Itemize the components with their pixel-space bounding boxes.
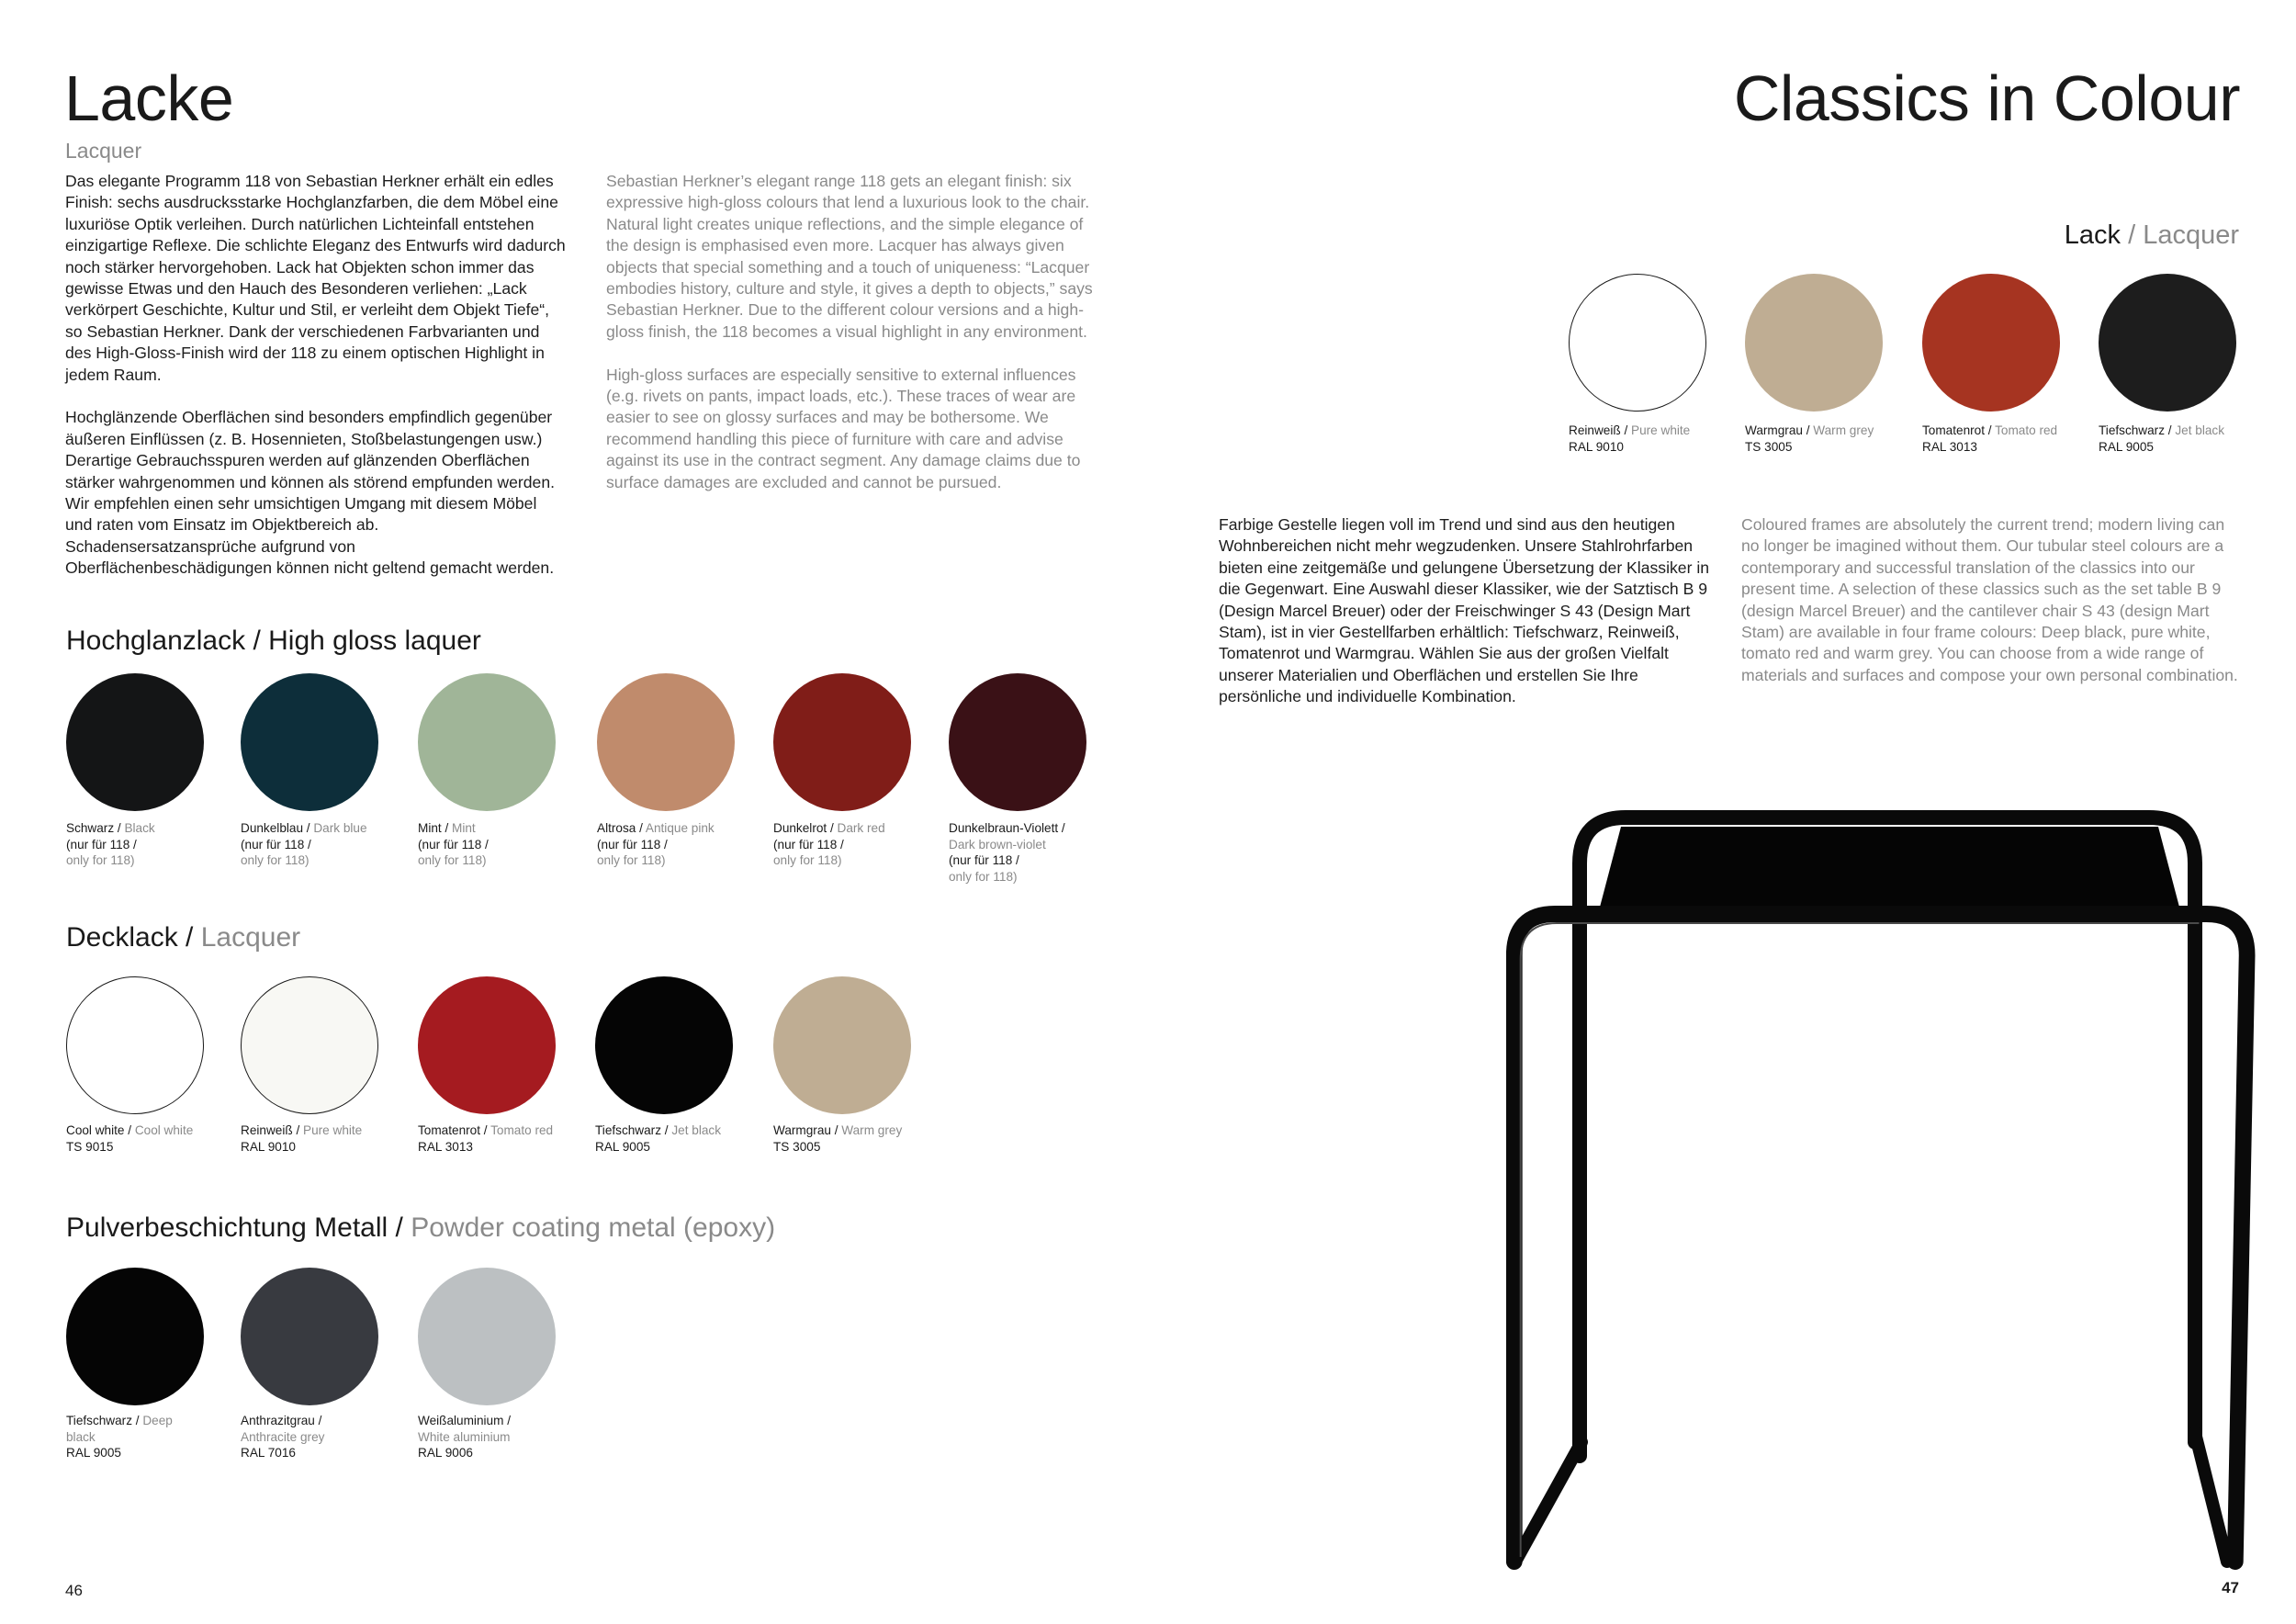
caption-en: Dark blue (313, 821, 367, 835)
caption-code: RAL 9005 (595, 1139, 650, 1154)
swatch-lacquer-2 (418, 976, 556, 1114)
caption-lacquer-4: Warmgrau / Warm grey TS 3005 (773, 1123, 903, 1154)
caption-de: Reinweiß (1569, 423, 1621, 437)
caption-code: RAL 3013 (418, 1139, 473, 1154)
right-lack-de: Lack (2064, 220, 2122, 250)
caption-lacquer-3: Tiefschwarz / Jet black RAL 9005 (595, 1123, 722, 1154)
caption-de: Warmgrau (1745, 423, 1803, 437)
caption-de: Dunkelrot (773, 821, 827, 835)
swatch-frame-1 (1745, 274, 1883, 412)
caption-en-2: Anthracite grey (241, 1429, 325, 1444)
caption-en: Warm grey (1813, 423, 1874, 437)
section-title-powder: Pulverbeschichtung Metall / Powder coating metal (epoxy) (66, 1212, 776, 1243)
page-title-left: Lacke (64, 62, 234, 134)
caption-note-en: only for 118) (773, 853, 842, 867)
caption-de: Tiefschwarz (2099, 423, 2166, 437)
caption-en: Dark red (837, 821, 885, 835)
caption-note-de: (nur für 118 / (66, 837, 137, 851)
swatch-high-gloss-0 (66, 673, 204, 811)
caption-code: RAL 9010 (241, 1139, 296, 1154)
caption-en: Tomato red (490, 1123, 554, 1137)
swatch-frame-3 (2099, 274, 2236, 412)
caption-code: TS 3005 (773, 1139, 821, 1154)
intro-text-en (606, 171, 1097, 493)
caption-powder-0: Tiefschwarz / Deep black RAL 9005 (66, 1414, 173, 1460)
classics-text-en: Coloured frames are absolutely the current trend; modern living can no longer be imagined without them. Our tubular steel colours are a contemporary and successful translation of the classics into our present time. A selection of these classics such as the set table B 9 (design Marcel Breuer) and the cantilever chair S 43 (design Mart Stam) are available in four frame colours: Deep black, pure white, tomato red and warm grey. You can choose from a wide range of materials and surfaces and compose your own personal combination. (1741, 515, 2238, 684)
caption-de: Tomatenrot (418, 1123, 481, 1137)
swatch-lacquer-0 (66, 976, 204, 1114)
caption-en-2: White aluminium (418, 1429, 511, 1444)
page-number-right: 47 (2222, 1579, 2239, 1596)
caption-code: RAL 7016 (241, 1446, 296, 1460)
caption-en: Warm grey (841, 1123, 903, 1137)
swatch-high-gloss-1 (241, 673, 378, 811)
caption-high-gloss-0: Schwarz / Black (nur für 118 / only for 118) (66, 821, 155, 867)
caption-en: Jet black (2175, 423, 2225, 437)
swatch-lacquer-4 (773, 976, 911, 1114)
swatch-high-gloss-4 (773, 673, 911, 811)
right-lack-heading: Lack / Lacquer (2064, 220, 2239, 250)
caption-de: Weißaluminium (418, 1414, 504, 1427)
caption-frame-1: Warmgrau / Warm grey TS 3005 (1745, 423, 1874, 454)
swatch-frame-2 (1922, 274, 2060, 412)
intro-paragraph-en-2: High-gloss surfaces are especially sensitive to external influences (e.g. rivets on pants, impact loads, etc.). These traces of wear are easier to see on glossy surfaces and may be bothersome. We recommend handling this piece of furniture with care and advise against its use in the contract segment. Any damage claims due to surface damages are excluded and cannot be pursued. (606, 365, 1081, 491)
caption-code: RAL 9006 (418, 1446, 473, 1460)
section-title-lacquer-de: Decklack (66, 922, 178, 953)
caption-note-de: (nur für 118 / (241, 837, 311, 851)
caption-en-1: Deep (142, 1414, 173, 1427)
caption-note-en: only for 118) (949, 869, 1018, 884)
caption-de: Mint (418, 821, 442, 835)
caption-note-en: only for 118) (66, 853, 135, 867)
swatch-powder-0 (66, 1268, 204, 1405)
section-title-lacquer-en: Lacquer (200, 922, 301, 953)
caption-en: Jet black (671, 1123, 722, 1137)
caption-code: RAL 9005 (2099, 439, 2154, 454)
table-top (1598, 827, 2181, 914)
caption-frame-2: Tomatenrot / Tomato red RAL 3013 (1922, 423, 2058, 454)
caption-de: Anthrazitgrau (241, 1414, 315, 1427)
caption-en: Tomato red (1995, 423, 2058, 437)
caption-high-gloss-3: Altrosa / Antique pink (nur für 118 / only for 118) (597, 821, 715, 867)
section-title-lacquer: Decklack / Lacquer (66, 922, 301, 953)
caption-de: Tiefschwarz (595, 1123, 662, 1137)
caption-de: Reinweiß (241, 1123, 293, 1137)
caption-en: Dark brown-violet (949, 837, 1046, 851)
swatch-lacquer-1 (241, 976, 378, 1114)
section-title-powder-en: Powder coating metal (epoxy) (411, 1212, 776, 1243)
caption-de: Cool white (66, 1123, 125, 1137)
caption-frame-3: Tiefschwarz / Jet black RAL 9005 (2099, 423, 2225, 454)
caption-en: Pure white (303, 1123, 363, 1137)
caption-en: Black (124, 821, 155, 835)
caption-en: Pure white (1631, 423, 1691, 437)
caption-high-gloss-4: Dunkelrot / Dark red (nur für 118 / only for 118) (773, 821, 885, 867)
swatch-high-gloss-3 (597, 673, 735, 811)
right-lack-en: Lacquer (2143, 220, 2239, 250)
caption-de: Dunkelbraun-Violett (949, 821, 1059, 835)
caption-note-de: (nur für 118 / (597, 837, 668, 851)
caption-lacquer-0: Cool white / Cool white TS 9015 (66, 1123, 194, 1154)
caption-note-de: (nur für 118 / (773, 837, 844, 851)
section-title-powder-de: Pulverbeschichtung Metall (66, 1212, 388, 1243)
caption-note-de: (nur für 118 / (949, 853, 1019, 867)
intro-paragraph-en-1: Sebastian Herkner’s elegant range 118 gets an elegant finish: six expressive high-gloss colours that lend a luxurious look to the chair. Natural light creates unique reflections, and the simple elegance of the design is emphasised even more. Lacquer has always given objects that special something and a touch of uniqueness: “Lacquer embodies history, culture and style, it gives a depth to objects,” says Sebastian Herkner. Due to the different colour versions and a high-gloss finish, the 118 becomes a visual highlight in any environment. (606, 172, 1093, 341)
caption-code: RAL 9005 (66, 1446, 121, 1460)
caption-de: Altrosa (597, 821, 636, 835)
caption-en: Antique pink (645, 821, 715, 835)
page-number-left: 46 (65, 1582, 83, 1599)
caption-high-gloss-1: Dunkelblau / Dark blue (nur für 118 / only for 118) (241, 821, 367, 867)
black-nesting-table-image (1506, 799, 2259, 1580)
classics-text-de: Farbige Gestelle liegen voll im Trend und sind aus den heutigen Wohnbereichen nicht mehr wegzudenken. Unsere Stahlrohrfarben bieten eine zeitgemäße und gelungene Übersetzung der Klassiker in die Gegenwart. Eine Auswahl dieser Klassiker, wie der Satztisch B 9 (Design Marcel Breuer) oder der Freischwinger S 43 (Design Mart Stam), ist in vier Gestellfarben erhältlich: Tiefschwarz, Reinweiß, Tomatenrot und Warmgrau. Wählen Sie aus der großen Vielfalt unserer Materialien und Oberflächen und erstellen Sie Ihre persönliche und individuelle Kombination. (1219, 515, 1710, 706)
caption-code: TS 9015 (66, 1139, 114, 1154)
caption-high-gloss-2: Mint / Mint (nur für 118 / only for 118) (418, 821, 489, 867)
caption-note-en: only for 118) (241, 853, 310, 867)
caption-de: Tomatenrot (1922, 423, 1986, 437)
caption-frame-0: Reinweiß / Pure white RAL 9010 (1569, 423, 1691, 454)
caption-de: Schwarz (66, 821, 115, 835)
caption-note-en: only for 118) (597, 853, 666, 867)
caption-code: TS 3005 (1745, 439, 1793, 454)
caption-de: Tiefschwarz (66, 1414, 133, 1427)
caption-note-en: only for 118) (418, 853, 487, 867)
intro-paragraph-de-1: Das elegante Programm 118 von Sebastian Herkner erhält ein edles Finish: sechs ausdrucksstarke Hochglanzfarben, die dem Möbel eine luxuriöse Optik verleihen. Durch natürlichen Lichteinfall entstehen einzigartige Reflexe. Die schlichte Eleganz des Entwurfs wird dadurch noch stärker hervorgehoben. Lack hat Objekten schon immer das gewisse Etwas und den Hauch des Besonderen verliehen: „Lack verkörpert Geschichte, Kultur und Stil, er verleiht dem Objekt Tiefe“, so Sebastian Herkner. Dank der verschiedenen Farbvarianten und des High-Gloss-Finish wird der 118 zu einem optischen Highlight in jedem Raum. (65, 172, 566, 384)
caption-powder-2: Weißaluminium / White aluminium RAL 9006 (418, 1414, 511, 1460)
caption-en-2: black (66, 1429, 96, 1444)
swatch-powder-1 (241, 1268, 378, 1405)
caption-note-de: (nur für 118 / (418, 837, 489, 851)
caption-en: Cool white (134, 1123, 194, 1137)
section-title-high-gloss: Hochglanzlack / High gloss laquer (66, 626, 481, 656)
caption-de: Dunkelblau (241, 821, 304, 835)
swatch-high-gloss-5 (949, 673, 1086, 811)
swatch-frame-0 (1569, 274, 1706, 412)
caption-code: RAL 3013 (1922, 439, 1977, 454)
intro-paragraph-de-2: Hochglänzende Oberflächen sind besonders empfindlich gegenüber äußeren Einflüssen (z. B. Hosennieten, Stoßbelastungengen usw.) Derartige Gebrauchsspuren werden auf glänzenden Oberflächen stärker wahrgenommen und können als störend empfunden werden. Wir empfehlen einen sehr umsichtigen Umgang mit diesem Möbel und raten vom Einsatz im Objektbereich ab. Schadensersatzansprüche aufgrund von Oberflächenbeschädigungen können nicht geltend gemacht werden. (65, 408, 556, 578)
swatch-high-gloss-2 (418, 673, 556, 811)
intro-text-de (65, 171, 566, 580)
caption-code: RAL 9010 (1569, 439, 1624, 454)
caption-de: Warmgrau (773, 1123, 831, 1137)
caption-en: Mint (452, 821, 476, 835)
caption-high-gloss-5: Dunkelbraun-Violett / Dark brown-violet (nur für 118 / only for 118) (949, 821, 1065, 884)
caption-powder-1: Anthrazitgrau / Anthracite grey RAL 7016 (241, 1414, 325, 1460)
table-front-frame (1514, 914, 2247, 1562)
page-title-right: Classics in Colour (1733, 62, 2240, 134)
caption-lacquer-2: Tomatenrot / Tomato red RAL 3013 (418, 1123, 554, 1154)
swatch-powder-2 (418, 1268, 556, 1405)
swatch-lacquer-3 (595, 976, 733, 1114)
page-subtitle-left: Lacquer (65, 139, 142, 163)
caption-lacquer-1: Reinweiß / Pure white RAL 9010 (241, 1123, 363, 1154)
